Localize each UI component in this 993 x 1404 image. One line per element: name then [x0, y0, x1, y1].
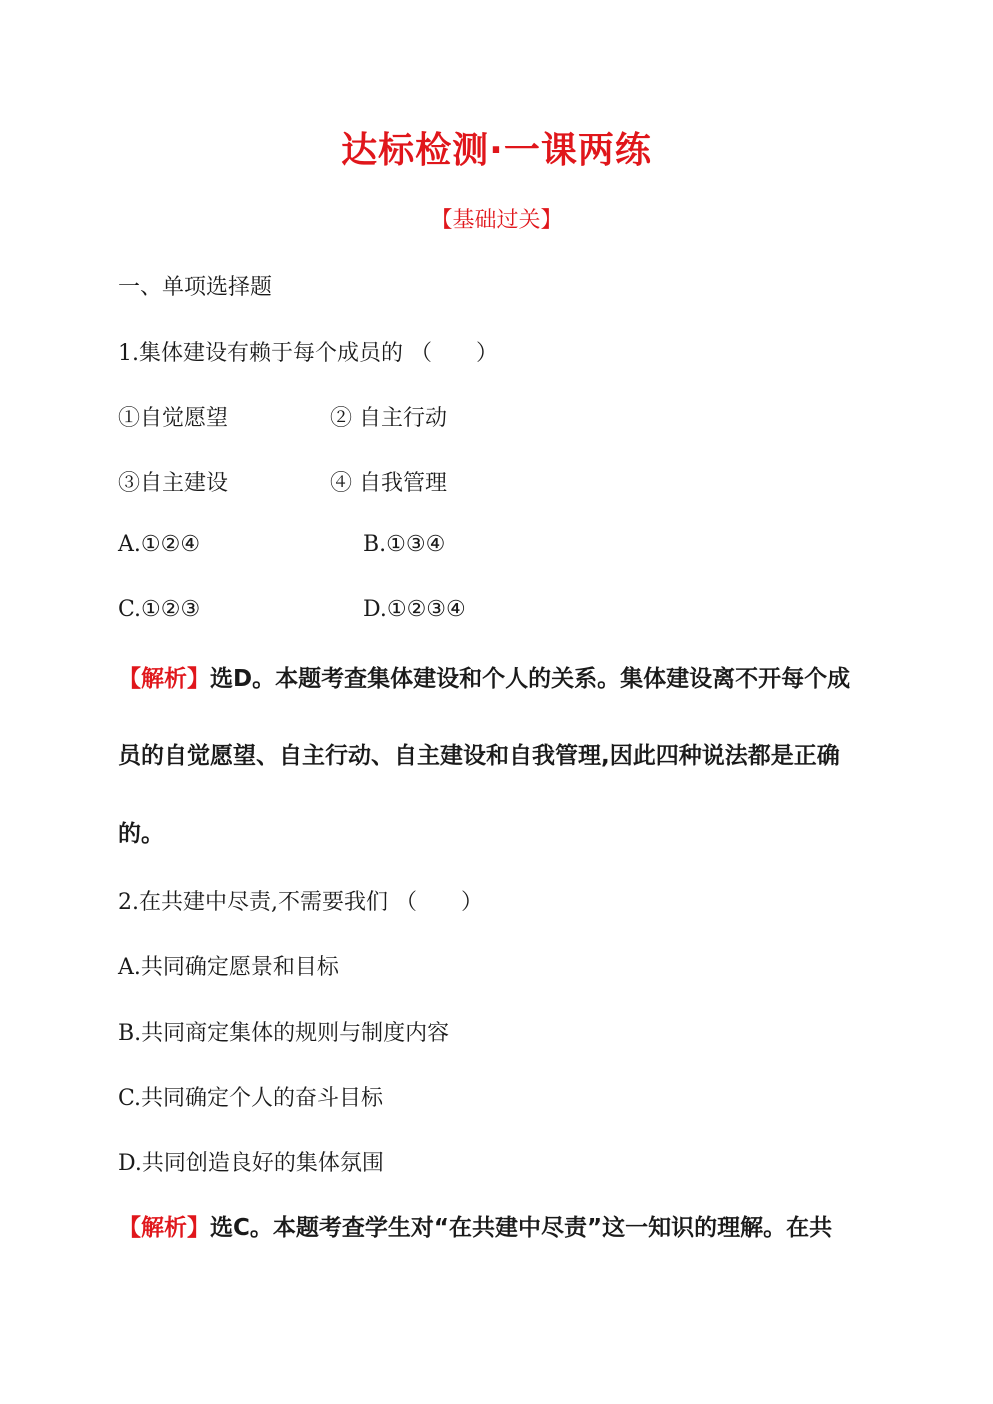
q1-stem: 1.集体建设有赖于每个成员的 （ ） — [118, 341, 498, 366]
section-heading: 一、单项选择题 — [118, 275, 273, 300]
q2-explanation-tag: 【解析】 — [118, 1215, 210, 1241]
q1-item-2: ② 自主行动 — [330, 406, 447, 431]
q1-option-b: B.①③④ — [363, 532, 446, 557]
q1-explanation-tag: 【解析】 — [118, 666, 210, 692]
q1-option-a: A.①②④ — [118, 532, 201, 557]
q1-explanation-line-1 — [118, 660, 883, 693]
section-tag: 【基础过关】 — [430, 208, 563, 233]
q1-explanation-line-2: 员的自觉愿望、自主行动、自主建设和自我管理,因此四种说法都是正确 — [118, 743, 840, 769]
q2-option-a: A.共同确定愿景和目标 — [118, 955, 339, 980]
q1-item-4: ④ 自我管理 — [330, 471, 447, 496]
q1-item-1: ①自觉愿望 — [118, 406, 229, 431]
q2-option-c: C.共同确定个人的奋斗目标 — [118, 1086, 384, 1111]
q2-option-b: B.共同商定集体的规则与制度内容 — [118, 1021, 450, 1046]
q2-option-d: D.共同创造良好的集体氛围 — [118, 1151, 384, 1176]
q2-explanation-line-1 — [118, 1209, 883, 1242]
q2-explanation-text-1: 选C。本题考查学生对“在共建中尽责”这一知识的理解。在共 — [210, 1215, 833, 1241]
q1-item-3: ③自主建设 — [118, 471, 229, 496]
q1-explanation-text-1: 选D。本题考查集体建设和个人的关系。集体建设离不开每个成 — [210, 666, 851, 692]
q1-option-c: C.①②③ — [118, 597, 201, 622]
q1-explanation-line-3: 的。 — [118, 821, 164, 847]
q2-stem: 2.在共建中尽责,不需要我们 （ ） — [118, 890, 483, 915]
q1-option-d: D.①②③④ — [363, 597, 466, 622]
page-title: 达标检测·一课两练 — [341, 130, 652, 171]
